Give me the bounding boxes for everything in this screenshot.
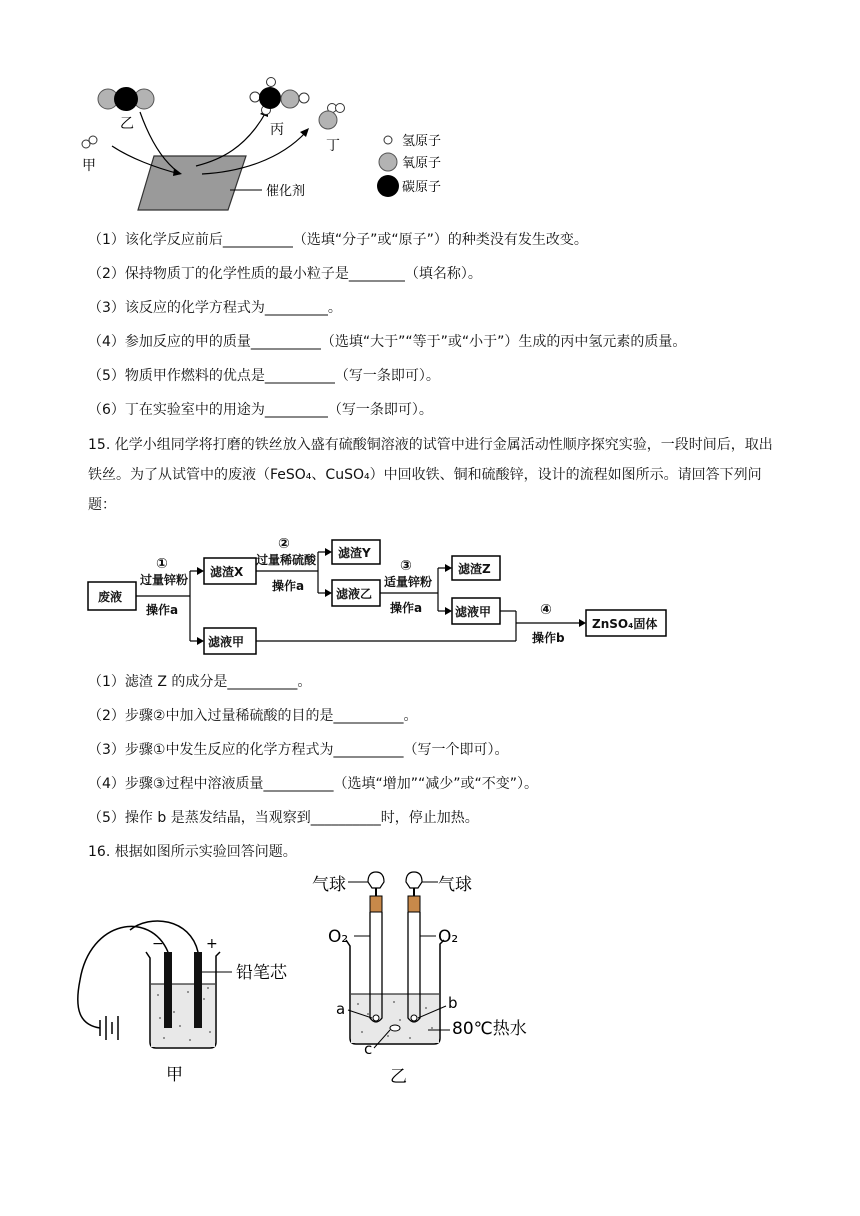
combustion-figure	[310, 868, 560, 1090]
legend-h-label: 氢原子	[402, 134, 442, 149]
yi-carbon	[114, 87, 138, 111]
bing-h-left	[250, 92, 260, 102]
label-ding: 丁	[326, 138, 340, 154]
step2-op: 操作a	[272, 579, 305, 593]
red-phosphorus-b	[411, 1015, 417, 1021]
q14-item-4: （4）参加反应的甲的质量__________（选填“大于”“等于”或“小于”）生成的丙中氢元素的质量。	[88, 334, 687, 350]
label-catalyst: 催化剂	[266, 184, 306, 199]
caption-jia: 甲	[166, 1065, 183, 1085]
legend-h-swatch	[384, 136, 392, 144]
recovery-flowchart	[80, 532, 680, 658]
caption-yi: 乙	[390, 1067, 407, 1087]
pencil-lead-left	[164, 952, 172, 1028]
arrowhead-jia-bottom	[197, 637, 204, 645]
q14-item-2: （2）保持物质丁的化学性质的最小粒子是________（填名称）。	[88, 266, 482, 282]
bing-carbon	[259, 87, 281, 109]
text-zhazha-x: 滤渣X	[210, 565, 244, 579]
step2-reagent: 过量稀硫酸	[256, 553, 317, 567]
catalyst-plate	[138, 156, 246, 210]
o2-left: O₂	[328, 927, 349, 947]
ding-oxygen	[319, 111, 337, 129]
legend-o-label: 氧原子	[402, 156, 442, 171]
hot-water	[351, 994, 439, 1043]
q14-item-3: （3）该反应的化学方程式为_________。	[88, 300, 342, 316]
step3-num: ③	[400, 558, 412, 574]
label-c: c	[364, 1040, 373, 1058]
q16-stem: 16. 根据如图所示实验回答问题。	[88, 844, 297, 860]
step1-reagent: 过量锌粉	[140, 573, 189, 587]
step3-op: 操作a	[390, 601, 423, 615]
arrowhead-z	[445, 564, 452, 572]
balloon-left	[368, 872, 384, 888]
legend-c-swatch	[377, 175, 399, 197]
arrowhead-jia-right	[445, 607, 452, 615]
q14-item-1: （1）该化学反应前后__________（选填“分子”或“原子”）的种类没有发生改变。	[88, 232, 588, 248]
step3-reagent: 适量锌粉	[384, 575, 433, 589]
text-product: ZnSO₄固体	[592, 617, 658, 631]
balloon-right-label: 气球	[438, 875, 472, 895]
arrowhead-x	[197, 567, 204, 575]
step1-op: 操作a	[146, 603, 179, 617]
legend-c-label: 碳原子	[402, 180, 442, 195]
hot-water-label: 80℃热水	[452, 1019, 527, 1039]
ding-h2	[336, 104, 345, 113]
q15-item-2: （2）步骤②中加入过量稀硫酸的目的是__________。	[88, 708, 418, 724]
stopper-left	[370, 896, 382, 912]
q14-item-6: （6）丁在实验室中的用途为_________（写一条即可）。	[88, 402, 433, 418]
bing-h-right	[299, 93, 309, 103]
balloon-left-label: 气球	[312, 875, 346, 895]
text-lvye-yi: 滤液乙	[336, 587, 373, 601]
text-zhazha-z: 滤渣Z	[458, 562, 491, 576]
legend-o-swatch	[379, 153, 397, 171]
step1-num: ①	[156, 556, 168, 572]
text-lvye-jia-bottom: 滤液甲	[208, 635, 245, 649]
q15-stem: 15. 化学小组同学将打磨的铁丝放入盛有硫酸铜溶液的试管中进行金属活动性顺序探究实验，一段时间后，取出铁丝。为了从试管中的废液（FeSO₄、CuSO₄）中回收铁、铜和硫酸锌，设计的流程如图所示。请回答下列问题：	[88, 437, 773, 513]
label-jia: 甲	[82, 158, 96, 174]
step2-num: ②	[278, 536, 290, 552]
label-yi: 乙	[120, 116, 134, 132]
pencil-lead-right	[194, 952, 202, 1028]
q14-item-5: （5）物质甲作燃料的优点是__________（写一条即可）。	[88, 368, 440, 384]
q15-item-1: （1）滤渣 Z 的成分是__________。	[88, 674, 312, 690]
bing-oxygen	[281, 90, 299, 108]
o2-right: O₂	[438, 927, 459, 947]
text-lvye-jia-right: 滤液甲	[455, 605, 492, 619]
q15-item-4: （4）步骤③过程中溶液质量__________（选填“增加”“减少”或“不变”）。	[88, 776, 538, 792]
phosphorus-c	[390, 1025, 400, 1031]
q15-item-5: （5）操作 b 是蒸发结晶，当观察到__________时，停止加热。	[88, 810, 479, 826]
step4-op: 操作b	[532, 631, 565, 645]
electrolysis-figure	[70, 900, 310, 1090]
minus-sign: −	[152, 936, 164, 952]
reaction-diagram	[70, 70, 490, 220]
balloon-right	[406, 872, 422, 888]
arrowhead-ding	[300, 128, 309, 137]
arrowhead-y	[325, 548, 332, 556]
arrowhead-yi	[325, 589, 332, 597]
text-feiye: 废液	[98, 590, 123, 604]
jia-h2	[89, 136, 97, 144]
label-a: a	[336, 1000, 346, 1018]
label-b: b	[448, 994, 458, 1012]
stopper-right	[408, 896, 420, 912]
white-phosphorus-a	[373, 1015, 379, 1021]
arrowhead-product	[579, 619, 586, 627]
q15-item-3: （3）步骤①中发生反应的化学方程式为__________（写一个即可）。	[88, 742, 509, 758]
step4-num: ④	[540, 602, 552, 618]
plus-sign: +	[206, 936, 218, 952]
pencil-label: 铅笔芯	[236, 963, 287, 983]
liquid-jia	[151, 984, 215, 1047]
bing-h-top	[267, 78, 276, 87]
label-bing: 丙	[270, 122, 284, 138]
wire-right	[130, 921, 198, 952]
text-zhazha-y: 滤渣Y	[338, 546, 371, 560]
